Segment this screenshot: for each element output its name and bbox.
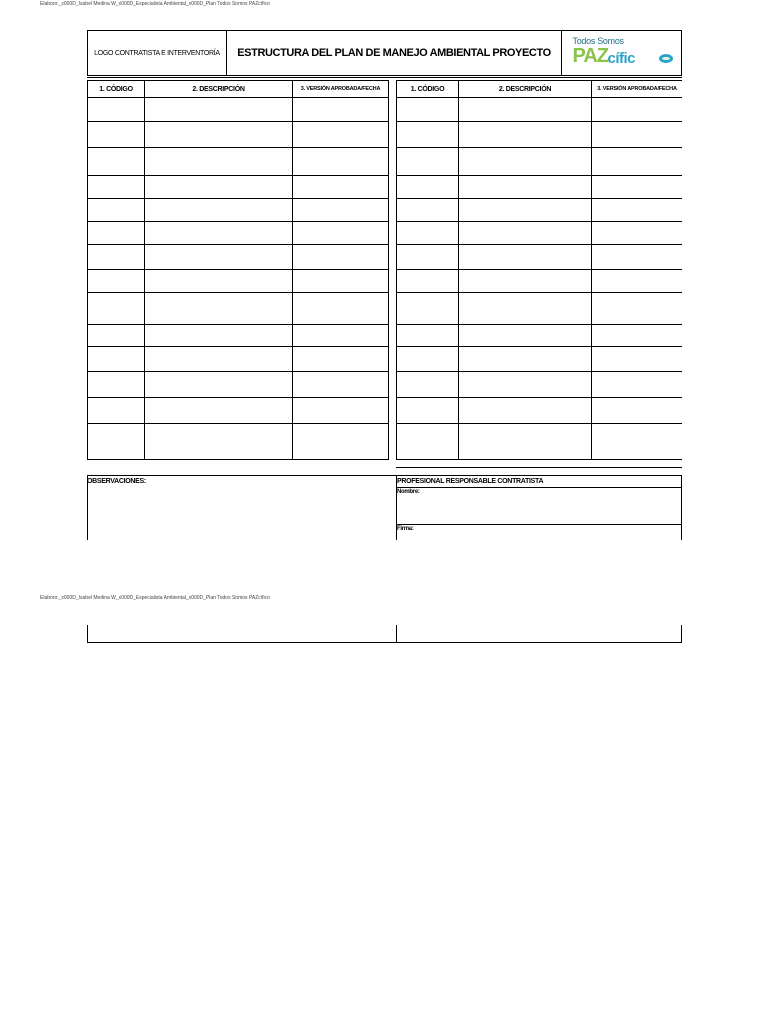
version-cell[interactable] [592, 270, 683, 293]
code-cell[interactable] [88, 122, 145, 148]
description-cell[interactable] [459, 372, 592, 398]
description-cell[interactable] [459, 325, 592, 347]
version-cell[interactable] [592, 245, 683, 270]
code-cell[interactable] [397, 176, 459, 199]
table-row [88, 398, 389, 424]
table-row [88, 199, 389, 222]
brand-logo [562, 31, 681, 75]
footer-top-line [87, 475, 682, 476]
description-cell[interactable] [145, 176, 293, 199]
code-cell[interactable] [397, 270, 459, 293]
version-cell[interactable] [592, 424, 683, 460]
description-cell[interactable] [459, 424, 592, 460]
table-row [397, 325, 683, 347]
description-cell[interactable] [145, 98, 293, 122]
table-row [88, 245, 389, 270]
description-column-header: 2. DESCRIPCIÓN [145, 81, 293, 98]
version-cell[interactable] [592, 176, 683, 199]
description-cell[interactable] [145, 270, 293, 293]
version-cell[interactable] [293, 98, 389, 122]
version-cell[interactable] [592, 325, 683, 347]
version-cell[interactable] [592, 293, 683, 325]
version-cell[interactable] [592, 372, 683, 398]
table-row [88, 222, 389, 245]
register-table-left [87, 80, 389, 460]
version-cell[interactable] [293, 148, 389, 176]
version-cell[interactable] [592, 398, 683, 424]
right-table-extra-line [396, 467, 682, 468]
description-column-header: 2. DESCRIPCIÓN [459, 81, 592, 98]
code-cell[interactable] [397, 424, 459, 460]
description-cell[interactable] [145, 398, 293, 424]
code-column-header: 1. CÓDIGO [88, 81, 145, 98]
code-cell[interactable] [397, 122, 459, 148]
table-row [88, 347, 389, 372]
description-cell[interactable] [459, 176, 592, 199]
continuation-right-border [681, 625, 682, 643]
brand-paz-text: PAZ [572, 45, 609, 67]
table-row [397, 424, 683, 460]
version-cell[interactable] [293, 347, 389, 372]
responsible-line [396, 487, 682, 488]
table-row [397, 176, 683, 199]
description-cell[interactable] [145, 293, 293, 325]
code-column-header: 1. CÓDIGO [397, 81, 459, 98]
continuation-middle-border [396, 625, 397, 643]
description-cell[interactable] [145, 245, 293, 270]
table-header-row [88, 81, 389, 98]
version-cell[interactable] [293, 270, 389, 293]
code-cell[interactable] [88, 148, 145, 176]
description-cell[interactable] [459, 222, 592, 245]
table-row [397, 245, 683, 270]
code-cell[interactable] [88, 398, 145, 424]
table-header-row [397, 81, 683, 98]
description-cell[interactable] [459, 347, 592, 372]
version-cell[interactable] [293, 293, 389, 325]
version-cell[interactable] [592, 199, 683, 222]
description-cell[interactable] [145, 372, 293, 398]
table-row [88, 122, 389, 148]
code-cell[interactable] [88, 176, 145, 199]
version-cell[interactable] [293, 199, 389, 222]
table-row [397, 199, 683, 222]
code-cell[interactable] [397, 325, 459, 347]
description-cell[interactable] [145, 222, 293, 245]
observations-label: OBSERVACIONES: [87, 478, 146, 485]
description-cell[interactable] [459, 398, 592, 424]
table-row [397, 270, 683, 293]
version-cell[interactable] [293, 222, 389, 245]
code-cell[interactable] [397, 372, 459, 398]
code-cell[interactable] [88, 293, 145, 325]
version-cell[interactable] [592, 222, 683, 245]
table-row [397, 148, 683, 176]
form-sheet [87, 30, 682, 540]
table-row [88, 176, 389, 199]
version-cell[interactable] [293, 424, 389, 460]
table-row [88, 424, 389, 460]
running-header-page2: Elaboro:_x000D_Isabel Medina W_x000D_Especialista Ambiental_x000D_Plan Todos Somos PAZcífico [40, 595, 270, 601]
description-cell[interactable] [459, 122, 592, 148]
description-cell[interactable] [459, 98, 592, 122]
code-cell[interactable] [88, 372, 145, 398]
brand-tagline: Todos Somos [572, 36, 624, 46]
signature-field-label: Firma: [397, 526, 414, 532]
code-cell[interactable] [397, 98, 459, 122]
brand-swoosh-icon [659, 54, 673, 63]
description-cell[interactable] [145, 122, 293, 148]
version-cell[interactable] [592, 148, 683, 176]
contractor-logo-placeholder: LOGO CONTRATISTA E INTERVENTORÍA [88, 31, 227, 75]
code-cell[interactable] [88, 245, 145, 270]
title-bar [87, 30, 682, 76]
separator-line [87, 77, 682, 78]
signature-line [396, 524, 682, 525]
table-row [397, 293, 683, 325]
code-cell[interactable] [88, 222, 145, 245]
table-row [88, 148, 389, 176]
version-cell[interactable] [293, 122, 389, 148]
code-cell[interactable] [397, 148, 459, 176]
description-cell[interactable] [145, 325, 293, 347]
code-cell[interactable] [397, 245, 459, 270]
table-row [397, 372, 683, 398]
footer-right-border [681, 475, 682, 540]
description-cell[interactable] [145, 148, 293, 176]
version-cell[interactable] [592, 122, 683, 148]
code-cell[interactable] [88, 347, 145, 372]
description-cell[interactable] [459, 270, 592, 293]
code-cell[interactable] [88, 325, 145, 347]
continuation-left-border [87, 625, 88, 643]
code-cell[interactable] [397, 347, 459, 372]
description-cell[interactable] [145, 199, 293, 222]
description-cell[interactable] [145, 424, 293, 460]
register-table-right [396, 80, 682, 460]
code-cell[interactable] [88, 424, 145, 460]
table-row [88, 372, 389, 398]
name-field-label: Nombre: [397, 489, 420, 495]
version-cell[interactable] [592, 98, 683, 122]
table-row [88, 325, 389, 347]
table-row [88, 98, 389, 122]
brand-cifico-text: cífic [607, 50, 636, 67]
table-row [88, 270, 389, 293]
version-cell[interactable] [293, 398, 389, 424]
version-cell[interactable] [293, 325, 389, 347]
table-row [88, 293, 389, 325]
description-cell[interactable] [459, 199, 592, 222]
table-row [397, 398, 683, 424]
table-row [397, 98, 683, 122]
code-cell[interactable] [88, 270, 145, 293]
table-row [397, 122, 683, 148]
code-cell[interactable] [397, 293, 459, 325]
version-column-header: 3. VERSIÓN APROBADA/FECHA [592, 81, 683, 98]
version-cell[interactable] [293, 372, 389, 398]
version-cell[interactable] [293, 176, 389, 199]
code-cell[interactable] [397, 222, 459, 245]
code-cell[interactable] [397, 398, 459, 424]
code-cell[interactable] [88, 199, 145, 222]
version-cell[interactable] [293, 245, 389, 270]
table-row [397, 222, 683, 245]
table-row [397, 347, 683, 372]
responsible-label: PROFESIONAL RESPONSABLE CONTRATISTA [397, 478, 544, 485]
description-cell[interactable] [459, 148, 592, 176]
version-cell[interactable] [592, 347, 683, 372]
description-cell[interactable] [459, 245, 592, 270]
continuation-bottom-line [87, 642, 682, 643]
code-cell[interactable] [397, 199, 459, 222]
description-cell[interactable] [145, 347, 293, 372]
version-column-header: 3. VERSIÓN APROBADA/FECHA [293, 81, 389, 98]
code-cell[interactable] [88, 98, 145, 122]
running-header: Elaboro:_x000D_Isabel Medina W_x000D_Especialista Ambiental_x000D_Plan Todos Somos PAZcífico [40, 1, 270, 7]
description-cell[interactable] [459, 293, 592, 325]
document-title: ESTRUCTURA DEL PLAN DE MANEJO AMBIENTAL PROYECTO [227, 31, 562, 75]
